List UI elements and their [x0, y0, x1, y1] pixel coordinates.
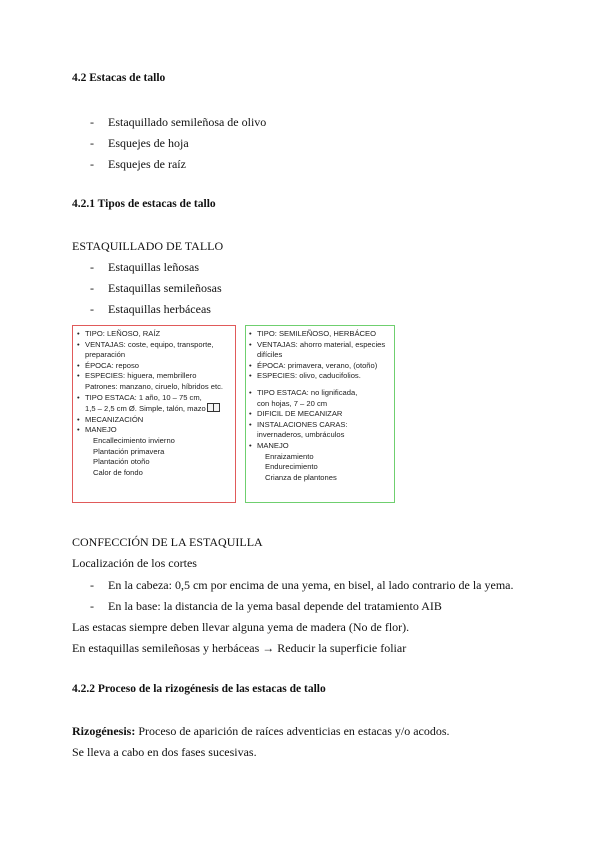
section-title-4-2-2: 4.2.2 Proceso de la rizogénesis de las estacas de tallo	[72, 683, 326, 695]
box-line: Calor de fondo	[93, 467, 143, 477]
list-dash: -	[90, 578, 94, 592]
paragraph: Las estacas siempre deben llevar alguna yema de madera (No de flor).	[72, 620, 410, 634]
box-line: • ÉPOCA: reposo	[77, 361, 223, 372]
list-item: Estaquillado semileñosa de olivo	[108, 115, 267, 129]
box-line: • TIPO ESTACA: 1 año, 10 – 75 cm,	[77, 393, 223, 404]
list-item: Estaquillas leñosas	[108, 260, 199, 274]
box-line: • TIPO: SEMILEÑOSO, HERBÁCEO	[249, 329, 385, 340]
list-dash: -	[90, 136, 94, 150]
list-dash: -	[90, 115, 94, 129]
book-icon	[207, 403, 220, 412]
list-item: Esquejes de hoja	[108, 136, 189, 150]
definition-term: Rizogénesis:	[72, 724, 136, 738]
box-line: • DIFICIL DE MECANIZAR	[249, 409, 385, 420]
box-line: Endurecimiento	[265, 462, 318, 472]
list-item: Esquejes de raíz	[108, 157, 186, 171]
box-line: • INSTALACIONES CARAS:	[249, 420, 385, 431]
box-line: • VENTAJAS: coste, equipo, transporte,	[77, 340, 223, 351]
list-dash: -	[90, 599, 94, 613]
box-line: • ÉPOCA: primavera, verano, (otoño)	[249, 361, 385, 372]
right-info-box-text	[249, 329, 385, 483]
list-dash: -	[90, 281, 94, 295]
box-line: • MECANIZACIÓN	[77, 415, 223, 426]
box-line: • ESPECIES: higuera, membrillero	[77, 371, 223, 382]
definition-paragraph	[72, 724, 450, 739]
list-item: En la base: la distancia de la yema basal depende del tratamiento AIB	[108, 599, 442, 613]
list-item: Estaquillas semileñosas	[108, 281, 222, 295]
paragraph: Se lleva a cabo en dos fases sucesivas.	[72, 745, 257, 759]
box-line: • ESPECIES: olivo, caducifolios.	[249, 371, 385, 382]
box-line: difíciles	[257, 350, 283, 360]
box-line: Enraizamiento	[265, 451, 314, 461]
confeccion-title: CONFECCIÓN DE LA ESTAQUILLA	[72, 535, 263, 549]
box-line: Patrones: manzano, ciruelo, híbridos etc.	[85, 381, 224, 391]
box-line: • MANEJO	[77, 425, 223, 436]
box-line	[77, 403, 223, 415]
box-line: con hojas, 7 – 20 cm	[257, 398, 328, 408]
left-info-box-text	[77, 329, 223, 478]
box-line: • MANEJO	[249, 441, 385, 452]
box-line: Crianza de plantones	[265, 472, 337, 482]
box-line: • TIPO: LEÑOSO, RAÍZ	[77, 329, 223, 340]
list-item: Estaquillas herbáceas	[108, 302, 211, 316]
box-line: • TIPO ESTACA: no lignificada,	[249, 388, 385, 399]
list-item: En la cabeza: 0,5 cm por encima de una yema, en bisel, al lado contrario de la yema.	[108, 578, 514, 592]
localizacion-label: Localización de los cortes	[72, 556, 197, 570]
section-title-4-2: 4.2 Estacas de tallo	[72, 72, 166, 84]
subtitle-estaquillado: ESTAQUILLADO DE TALLO	[72, 239, 224, 253]
paragraph: En estaquillas semileñosas y herbáceas → Reducir la superficie foliar	[72, 641, 407, 655]
box-line: Encallecimiento invierno	[93, 435, 175, 445]
box-line-text: 1,5 – 2,5 cm Ø. Simple, talón, mazo	[85, 404, 206, 414]
box-line: invernaderos, umbráculos	[257, 430, 345, 440]
section-title-4-2-1: 4.2.1 Tipos de estacas de tallo	[72, 198, 216, 210]
box-line: preparación	[85, 350, 126, 360]
list-dash: -	[90, 302, 94, 316]
box-line: Plantación otoño	[93, 457, 150, 467]
box-line: Plantación primavera	[93, 446, 165, 456]
box-line: • VENTAJAS: ahorro material, especies	[249, 340, 385, 351]
definition-text: Proceso de aparición de raíces adventicias en estacas y/o acodos.	[135, 724, 450, 738]
list-dash: -	[90, 260, 94, 274]
list-dash: -	[90, 157, 94, 171]
